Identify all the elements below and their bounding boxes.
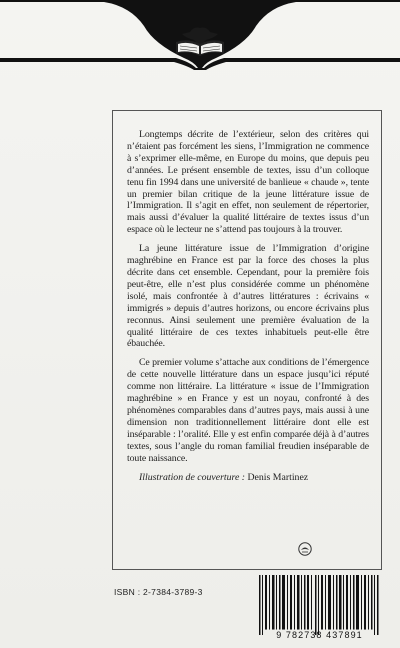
summary-paragraph-2: La jeune littérature issue de l’Immigration d’origine maghrébine en France est par la force des choses la plus décrite dans cet ensemble. Cependant, pour la première fois peut-être, elle n’est plus considérée comme un phénomène isolé, mais confrontée à d’autres littératures : écrivains « immigrés » depuis d’autres horizons, ou encore écrivains plus reconnus. Ainsi seulement une première évaluation de la qualité littéraire de ces textes inhabituels peut-elle être ébauchée. <box>127 243 369 350</box>
summary-paragraph-1: Longtemps décrite de l’extérieur, selon des critères qui n’étaient pas forcément les siens, l’Immigration ne commence à s’exprimer elle-même, en Europe du moins, que depuis peu d’années. Le présent ensemble de textes, issu d’un colloque tenu fin 1994 dans une université de banlieue « chaude », tente un premier bilan critique de la jeune littérature issue de l’Immigration. Il s’agit en effet, non seulement de répertorier, mais aussi d’évaluer la qualité littéraire de textes issus d’un espace où le lecteur ne s’attend pas toujours à la trouver. <box>127 129 369 236</box>
summary-text-frame <box>112 110 382 570</box>
barcode-number: 9 782738 437891 <box>276 630 363 640</box>
isbn-label: ISBN : 2-7384-3789-3 <box>114 587 203 597</box>
illustration-credit <box>127 472 369 484</box>
illustration-artist: Denis Martinez <box>247 472 309 484</box>
barcode-icon <box>257 575 382 635</box>
open-book-icon <box>172 24 228 60</box>
summary-paragraph-3: Ce premier volume s’attache aux conditions de l’émergence de cette nouvelle littérature dans un espace jusqu’ici réputé comme non littéraire. La littérature « issue de l’Immigration maghrébine » en France y est un noyau, confronté à des phénomènes comparables dans d’autres pays, mais aussi à une dimension non traditionnellement littéraire dont elle est inséparable : l’oralité. Elle y est enfin comparée déjà à d’autres textes, sous l’angle du roman familial freudien inséparable de toute naissance. <box>127 357 369 464</box>
illustration-label: Illustration de couverture : <box>139 472 246 484</box>
publisher-logo-icon <box>298 542 312 556</box>
